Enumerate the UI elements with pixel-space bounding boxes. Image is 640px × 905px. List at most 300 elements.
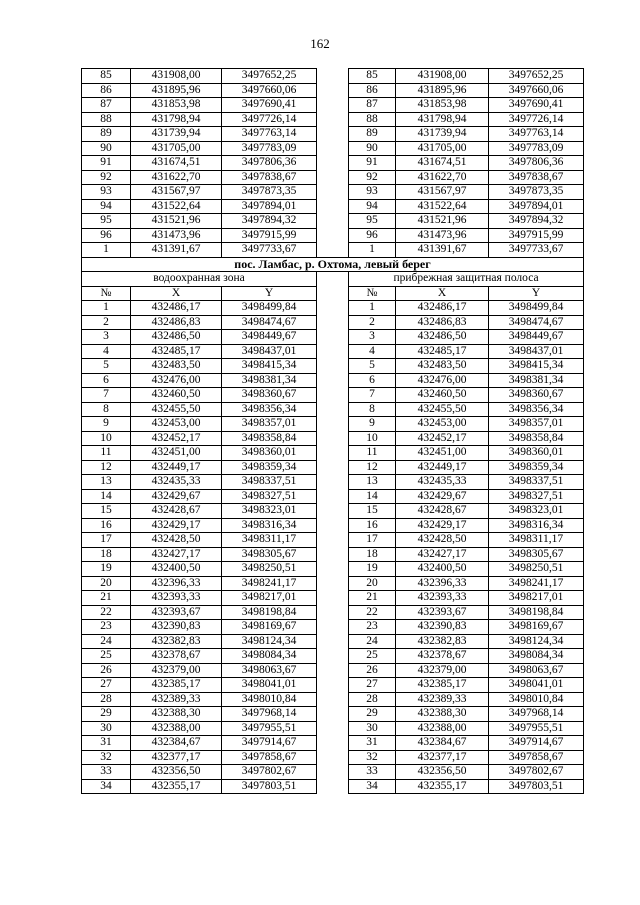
right-x-coordinate: 432460,50 <box>396 388 489 403</box>
left-y-coordinate: 3498381,34 <box>222 373 317 388</box>
right-y-coordinate: 3497726,14 <box>489 112 584 127</box>
right-y-coordinate: 3498198,84 <box>489 605 584 620</box>
left-point-number: 96 <box>82 228 131 243</box>
left-x-coordinate: 432388,30 <box>131 707 222 722</box>
left-x-coordinate: 431739,94 <box>131 127 222 142</box>
left-x-coordinate: 431674,51 <box>131 156 222 171</box>
right-y-coordinate: 3497660,06 <box>489 83 584 98</box>
column-gap <box>317 707 349 722</box>
left-y-coordinate: 3498474,67 <box>222 315 317 330</box>
left-y-coordinate: 3497690,41 <box>222 98 317 113</box>
right-y-coordinate: 3498169,67 <box>489 620 584 635</box>
column-gap <box>317 373 349 388</box>
column-gap <box>317 156 349 171</box>
table-row <box>82 127 584 142</box>
left-point-number: 22 <box>82 605 131 620</box>
left-point-number: 18 <box>82 547 131 562</box>
right-x-coordinate: 432428,50 <box>396 533 489 548</box>
right-x-coordinate: 431391,67 <box>396 243 489 258</box>
right-point-number: 24 <box>349 634 396 649</box>
left-point-number: 15 <box>82 504 131 519</box>
table-row <box>82 83 584 98</box>
left-x-coordinate: 432453,00 <box>131 417 222 432</box>
right-point-number: 88 <box>349 112 396 127</box>
table-row <box>82 402 584 417</box>
right-x-coordinate: 432390,83 <box>396 620 489 635</box>
table-row <box>82 504 584 519</box>
table-row <box>82 649 584 664</box>
left-x-coordinate: 431853,98 <box>131 98 222 113</box>
right-point-number: 8 <box>349 402 396 417</box>
right-point-number: 6 <box>349 373 396 388</box>
right-y-coordinate: 3497894,32 <box>489 214 584 229</box>
right-x-coordinate: 432356,50 <box>396 765 489 780</box>
left-point-number: 8 <box>82 402 131 417</box>
right-point-number: 25 <box>349 649 396 664</box>
right-y-coordinate: 3498316,34 <box>489 518 584 533</box>
column-gap <box>317 460 349 475</box>
left-x-coordinate: 431567,97 <box>131 185 222 200</box>
table-row <box>82 228 584 243</box>
column-gap <box>317 344 349 359</box>
column-gap <box>317 678 349 693</box>
right-x-coordinate: 432382,83 <box>396 634 489 649</box>
left-point-number: 29 <box>82 707 131 722</box>
left-y-coordinate: 3497838,67 <box>222 170 317 185</box>
left-point-number: 87 <box>82 98 131 113</box>
left-y-coordinate: 3497914,67 <box>222 736 317 751</box>
left-y-coordinate: 3498316,34 <box>222 518 317 533</box>
left-point-number: 86 <box>82 83 131 98</box>
column-gap <box>317 692 349 707</box>
right-point-number: 15 <box>349 504 396 519</box>
left-x-coordinate: 432427,17 <box>131 547 222 562</box>
right-y-coordinate: 3498327,51 <box>489 489 584 504</box>
right-x-coordinate: 432453,00 <box>396 417 489 432</box>
left-header-x: X <box>131 286 222 301</box>
table-row <box>82 678 584 693</box>
table-row <box>82 562 584 577</box>
left-x-coordinate: 431622,70 <box>131 170 222 185</box>
left-y-coordinate: 3497894,32 <box>222 214 317 229</box>
left-point-number: 85 <box>82 69 131 84</box>
right-x-coordinate: 432451,00 <box>396 446 489 461</box>
left-x-coordinate: 432486,83 <box>131 315 222 330</box>
right-x-coordinate: 431521,96 <box>396 214 489 229</box>
left-point-number: 27 <box>82 678 131 693</box>
column-gap <box>317 272 349 287</box>
column-gap <box>317 605 349 620</box>
left-x-coordinate: 432428,50 <box>131 533 222 548</box>
column-gap <box>317 518 349 533</box>
table-row <box>82 112 584 127</box>
right-y-coordinate: 3498474,67 <box>489 315 584 330</box>
table-row <box>82 301 584 316</box>
column-gap <box>317 402 349 417</box>
left-y-coordinate: 3498437,01 <box>222 344 317 359</box>
table-row <box>82 620 584 635</box>
left-header-num: № <box>82 286 131 301</box>
left-point-number: 88 <box>82 112 131 127</box>
right-point-number: 85 <box>349 69 396 84</box>
right-point-number: 13 <box>349 475 396 490</box>
right-point-number: 93 <box>349 185 396 200</box>
right-point-number: 2 <box>349 315 396 330</box>
right-point-number: 34 <box>349 779 396 794</box>
left-y-coordinate: 3498010,84 <box>222 692 317 707</box>
right-y-coordinate: 3497652,25 <box>489 69 584 84</box>
column-gap <box>317 446 349 461</box>
right-point-number: 14 <box>349 489 396 504</box>
left-x-coordinate: 432385,17 <box>131 678 222 693</box>
right-header-x: X <box>396 286 489 301</box>
right-x-coordinate: 432429,67 <box>396 489 489 504</box>
left-x-coordinate: 432452,17 <box>131 431 222 446</box>
table-row <box>82 663 584 678</box>
left-point-number: 33 <box>82 765 131 780</box>
column-gap <box>317 315 349 330</box>
column-gap <box>317 591 349 606</box>
header-row <box>82 286 584 301</box>
right-y-coordinate: 3498311,17 <box>489 533 584 548</box>
left-point-number: 1 <box>82 301 131 316</box>
right-point-number: 16 <box>349 518 396 533</box>
subtitle-row <box>82 272 584 287</box>
right-x-coordinate: 431705,00 <box>396 141 489 156</box>
left-x-coordinate: 432486,50 <box>131 330 222 345</box>
left-point-number: 11 <box>82 446 131 461</box>
left-x-coordinate: 432429,17 <box>131 518 222 533</box>
right-y-coordinate: 3497806,36 <box>489 156 584 171</box>
table-row <box>82 721 584 736</box>
right-point-number: 92 <box>349 170 396 185</box>
right-point-number: 10 <box>349 431 396 446</box>
right-header-num: № <box>349 286 396 301</box>
table-row <box>82 707 584 722</box>
table-row <box>82 170 584 185</box>
right-y-coordinate: 3498217,01 <box>489 591 584 606</box>
right-x-coordinate: 432485,17 <box>396 344 489 359</box>
right-x-coordinate: 431895,96 <box>396 83 489 98</box>
left-point-number: 94 <box>82 199 131 214</box>
right-x-coordinate: 432393,33 <box>396 591 489 606</box>
right-y-coordinate: 3497733,67 <box>489 243 584 258</box>
left-point-number: 92 <box>82 170 131 185</box>
right-x-coordinate: 431567,97 <box>396 185 489 200</box>
table-row <box>82 199 584 214</box>
section-title-row <box>82 257 584 272</box>
right-y-coordinate: 3498241,17 <box>489 576 584 591</box>
table-row <box>82 605 584 620</box>
left-y-coordinate: 3498359,34 <box>222 460 317 475</box>
table-row <box>82 417 584 432</box>
right-y-coordinate: 3497802,67 <box>489 765 584 780</box>
table-row <box>82 533 584 548</box>
right-point-number: 95 <box>349 214 396 229</box>
left-y-coordinate: 3497803,51 <box>222 779 317 794</box>
left-x-coordinate: 432483,50 <box>131 359 222 374</box>
right-point-number: 91 <box>349 156 396 171</box>
left-y-coordinate: 3498250,51 <box>222 562 317 577</box>
column-gap <box>317 185 349 200</box>
left-point-number: 9 <box>82 417 131 432</box>
left-y-coordinate: 3497763,14 <box>222 127 317 142</box>
right-y-coordinate: 3497803,51 <box>489 779 584 794</box>
left-point-number: 13 <box>82 475 131 490</box>
right-y-coordinate: 3498041,01 <box>489 678 584 693</box>
table-row <box>82 98 584 113</box>
left-point-number: 93 <box>82 185 131 200</box>
left-x-coordinate: 431895,96 <box>131 83 222 98</box>
right-x-coordinate: 431622,70 <box>396 170 489 185</box>
column-gap <box>317 170 349 185</box>
right-y-coordinate: 3498250,51 <box>489 562 584 577</box>
left-x-coordinate: 432485,17 <box>131 344 222 359</box>
table-row <box>82 779 584 794</box>
left-x-coordinate: 431705,00 <box>131 141 222 156</box>
table-row <box>82 692 584 707</box>
left-y-coordinate: 3498124,34 <box>222 634 317 649</box>
right-y-coordinate: 3498449,67 <box>489 330 584 345</box>
table-row <box>82 373 584 388</box>
column-gap <box>317 663 349 678</box>
column-gap <box>317 765 349 780</box>
right-x-coordinate: 432486,50 <box>396 330 489 345</box>
right-y-coordinate: 3498124,34 <box>489 634 584 649</box>
column-gap <box>317 388 349 403</box>
left-point-number: 3 <box>82 330 131 345</box>
right-y-coordinate: 3498415,34 <box>489 359 584 374</box>
table-row <box>82 185 584 200</box>
right-x-coordinate: 431739,94 <box>396 127 489 142</box>
right-x-coordinate: 432435,33 <box>396 475 489 490</box>
right-x-coordinate: 431853,98 <box>396 98 489 113</box>
column-gap <box>317 736 349 751</box>
table-row <box>82 141 584 156</box>
left-x-coordinate: 432378,67 <box>131 649 222 664</box>
right-point-number: 29 <box>349 707 396 722</box>
right-x-coordinate: 432476,00 <box>396 373 489 388</box>
left-point-number: 6 <box>82 373 131 388</box>
left-y-coordinate: 3498449,67 <box>222 330 317 345</box>
right-point-number: 87 <box>349 98 396 113</box>
right-x-coordinate: 432378,67 <box>396 649 489 664</box>
table-row <box>82 69 584 84</box>
left-point-number: 23 <box>82 620 131 635</box>
right-point-number: 27 <box>349 678 396 693</box>
page-number: 162 <box>310 36 330 51</box>
column-gap <box>317 634 349 649</box>
column-gap <box>317 301 349 316</box>
right-y-coordinate: 3497915,99 <box>489 228 584 243</box>
right-y-coordinate: 3497894,01 <box>489 199 584 214</box>
right-y-coordinate: 3498358,84 <box>489 431 584 446</box>
right-point-number: 28 <box>349 692 396 707</box>
column-gap <box>317 228 349 243</box>
right-point-number: 9 <box>349 417 396 432</box>
right-point-number: 4 <box>349 344 396 359</box>
table-row <box>82 330 584 345</box>
table-row <box>82 489 584 504</box>
right-x-coordinate: 432449,17 <box>396 460 489 475</box>
section-title: пос. Ламбас, р. Охтома, левый берег <box>82 257 584 272</box>
right-y-coordinate: 3498499,84 <box>489 301 584 316</box>
left-x-coordinate: 431908,00 <box>131 69 222 84</box>
right-x-coordinate: 432427,17 <box>396 547 489 562</box>
left-x-coordinate: 432460,50 <box>131 388 222 403</box>
column-gap <box>317 417 349 432</box>
right-y-coordinate: 3498305,67 <box>489 547 584 562</box>
left-point-number: 28 <box>82 692 131 707</box>
left-point-number: 12 <box>82 460 131 475</box>
right-y-coordinate: 3498356,34 <box>489 402 584 417</box>
left-y-coordinate: 3498198,84 <box>222 605 317 620</box>
right-point-number: 90 <box>349 141 396 156</box>
column-gap <box>317 141 349 156</box>
column-gap <box>317 547 349 562</box>
column-gap <box>317 562 349 577</box>
right-x-coordinate: 432388,00 <box>396 721 489 736</box>
column-gap <box>317 243 349 258</box>
left-y-coordinate: 3497894,01 <box>222 199 317 214</box>
right-x-coordinate: 432428,67 <box>396 504 489 519</box>
right-point-number: 1 <box>349 243 396 258</box>
right-x-coordinate: 432377,17 <box>396 750 489 765</box>
left-y-coordinate: 3497652,25 <box>222 69 317 84</box>
left-x-coordinate: 432393,67 <box>131 605 222 620</box>
table-row <box>82 214 584 229</box>
table-row <box>82 156 584 171</box>
left-y-coordinate: 3498084,34 <box>222 649 317 664</box>
table-row <box>82 750 584 765</box>
left-y-coordinate: 3498357,01 <box>222 417 317 432</box>
right-y-coordinate: 3498437,01 <box>489 344 584 359</box>
column-gap <box>317 83 349 98</box>
column-gap <box>317 214 349 229</box>
left-subtitle: водоохранная зона <box>82 272 317 287</box>
left-y-coordinate: 3498360,67 <box>222 388 317 403</box>
right-point-number: 33 <box>349 765 396 780</box>
right-x-coordinate: 432483,50 <box>396 359 489 374</box>
column-gap <box>317 69 349 84</box>
column-gap <box>317 127 349 142</box>
left-header-y: Y <box>222 286 317 301</box>
table-row <box>82 576 584 591</box>
right-point-number: 21 <box>349 591 396 606</box>
left-point-number: 16 <box>82 518 131 533</box>
right-x-coordinate: 432388,30 <box>396 707 489 722</box>
right-point-number: 30 <box>349 721 396 736</box>
right-x-coordinate: 432486,83 <box>396 315 489 330</box>
left-x-coordinate: 432429,67 <box>131 489 222 504</box>
right-y-coordinate: 3497955,51 <box>489 721 584 736</box>
right-y-coordinate: 3498337,51 <box>489 475 584 490</box>
left-y-coordinate: 3498311,17 <box>222 533 317 548</box>
table-row <box>82 736 584 751</box>
left-x-coordinate: 432377,17 <box>131 750 222 765</box>
column-gap <box>317 199 349 214</box>
right-y-coordinate: 3497968,14 <box>489 707 584 722</box>
left-x-coordinate: 431521,96 <box>131 214 222 229</box>
right-y-coordinate: 3498010,84 <box>489 692 584 707</box>
column-gap <box>317 112 349 127</box>
column-gap <box>317 779 349 794</box>
right-point-number: 26 <box>349 663 396 678</box>
table-row <box>82 359 584 374</box>
table-row <box>82 591 584 606</box>
left-x-coordinate: 432382,83 <box>131 634 222 649</box>
right-x-coordinate: 432385,17 <box>396 678 489 693</box>
right-point-number: 94 <box>349 199 396 214</box>
right-y-coordinate: 3497873,35 <box>489 185 584 200</box>
right-point-number: 11 <box>349 446 396 461</box>
left-point-number: 5 <box>82 359 131 374</box>
left-y-coordinate: 3497915,99 <box>222 228 317 243</box>
table-row <box>82 518 584 533</box>
left-x-coordinate: 432451,00 <box>131 446 222 461</box>
left-x-coordinate: 432435,33 <box>131 475 222 490</box>
right-point-number: 96 <box>349 228 396 243</box>
left-y-coordinate: 3497955,51 <box>222 721 317 736</box>
right-x-coordinate: 432452,17 <box>396 431 489 446</box>
left-point-number: 20 <box>82 576 131 591</box>
left-point-number: 89 <box>82 127 131 142</box>
right-x-coordinate: 431522,64 <box>396 199 489 214</box>
right-x-coordinate: 432389,33 <box>396 692 489 707</box>
column-gap <box>317 431 349 446</box>
left-point-number: 2 <box>82 315 131 330</box>
left-x-coordinate: 432400,50 <box>131 562 222 577</box>
left-y-coordinate: 3498217,01 <box>222 591 317 606</box>
left-point-number: 10 <box>82 431 131 446</box>
left-y-coordinate: 3498337,51 <box>222 475 317 490</box>
left-y-coordinate: 3498356,34 <box>222 402 317 417</box>
left-x-coordinate: 432356,50 <box>131 765 222 780</box>
right-y-coordinate: 3498084,34 <box>489 649 584 664</box>
column-gap <box>317 721 349 736</box>
left-y-coordinate: 3497968,14 <box>222 707 317 722</box>
right-y-coordinate: 3498381,34 <box>489 373 584 388</box>
left-y-coordinate: 3498305,67 <box>222 547 317 562</box>
left-x-coordinate: 432390,83 <box>131 620 222 635</box>
column-gap <box>317 533 349 548</box>
left-point-number: 26 <box>82 663 131 678</box>
left-point-number: 31 <box>82 736 131 751</box>
table-row <box>82 547 584 562</box>
right-point-number: 32 <box>349 750 396 765</box>
left-y-coordinate: 3497733,67 <box>222 243 317 258</box>
right-y-coordinate: 3498360,01 <box>489 446 584 461</box>
left-point-number: 1 <box>82 243 131 258</box>
table-row <box>82 446 584 461</box>
right-point-number: 1 <box>349 301 396 316</box>
column-gap <box>317 330 349 345</box>
right-x-coordinate: 432355,17 <box>396 779 489 794</box>
right-point-number: 18 <box>349 547 396 562</box>
left-y-coordinate: 3497858,67 <box>222 750 317 765</box>
left-y-coordinate: 3497806,36 <box>222 156 317 171</box>
column-gap <box>317 576 349 591</box>
left-x-coordinate: 431522,64 <box>131 199 222 214</box>
column-gap <box>317 98 349 113</box>
right-y-coordinate: 3498360,67 <box>489 388 584 403</box>
left-y-coordinate: 3497726,14 <box>222 112 317 127</box>
left-point-number: 7 <box>82 388 131 403</box>
table-row <box>82 634 584 649</box>
right-x-coordinate: 432396,33 <box>396 576 489 591</box>
left-point-number: 34 <box>82 779 131 794</box>
column-gap <box>317 750 349 765</box>
